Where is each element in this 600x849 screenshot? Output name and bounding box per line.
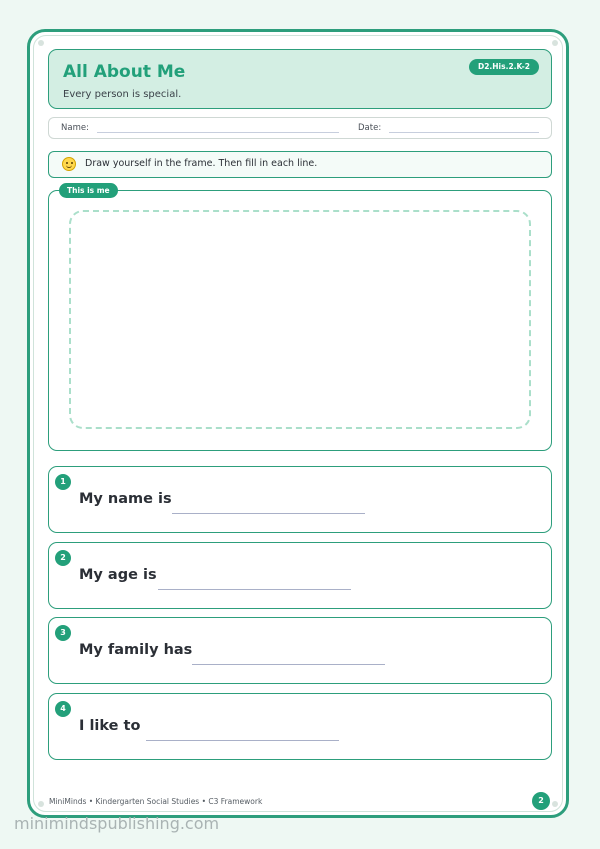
name-line[interactable] [97, 132, 339, 133]
prompt-number-badge: 1 [55, 474, 71, 490]
corner-dot [552, 801, 558, 807]
page-number-badge: 2 [532, 792, 550, 810]
drawing-frame [48, 190, 552, 451]
answer-line[interactable] [146, 740, 339, 741]
prompt-number-badge: 3 [55, 625, 71, 641]
page-title: All About Me [63, 62, 186, 82]
instructions-box [48, 151, 552, 178]
date-label: Date: [358, 123, 382, 133]
drawing-frame-label: This is me [59, 183, 118, 198]
page-subtitle: Every person is special. [63, 89, 182, 100]
header-card [48, 49, 552, 109]
standard-code-badge: D2.His.2.K-2 [469, 59, 539, 75]
corner-dot [38, 801, 44, 807]
watermark: minimindspublishing.com [14, 814, 220, 833]
answer-line[interactable] [172, 513, 365, 514]
prompt-text: I like to [79, 718, 141, 734]
drawing-area[interactable] [69, 210, 531, 429]
prompt-text: My name is [79, 491, 172, 507]
date-line[interactable] [389, 132, 539, 133]
student-info-bar [48, 117, 552, 139]
smiley-icon [62, 157, 76, 171]
name-label: Name: [61, 123, 89, 133]
prompt-card-1 [48, 466, 552, 533]
answer-line[interactable] [192, 664, 385, 665]
answer-line[interactable] [158, 589, 351, 590]
instructions-text: Draw yourself in the frame. Then fill in each line. [85, 158, 318, 169]
corner-dot [552, 40, 558, 46]
prompt-card-2 [48, 542, 552, 609]
prompt-number-badge: 4 [55, 701, 71, 717]
corner-dot [38, 40, 44, 46]
prompt-text: My age is [79, 567, 157, 583]
footer-text: MiniMinds • Kindergarten Social Studies • C3 Framework [49, 797, 263, 806]
prompt-text: My family has [79, 642, 193, 658]
prompt-card-4 [48, 693, 552, 760]
prompt-number-badge: 2 [55, 550, 71, 566]
prompt-card-3 [48, 617, 552, 684]
